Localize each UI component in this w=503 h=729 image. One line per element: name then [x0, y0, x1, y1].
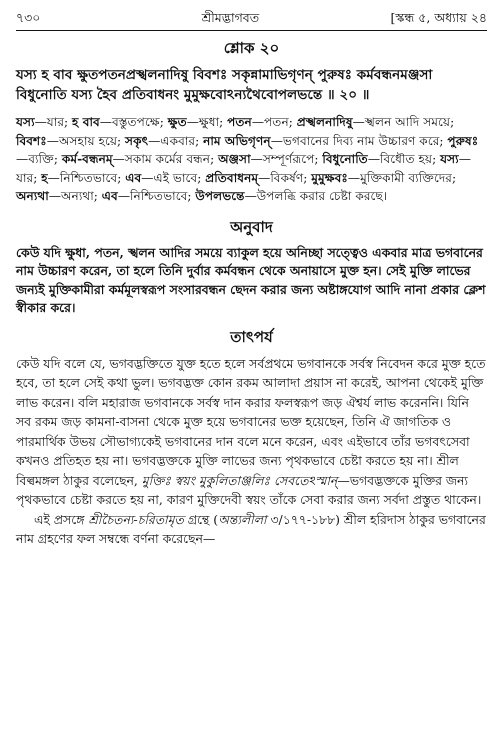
synonym-word: উপলভন্তে	[195, 189, 245, 203]
synonym-word: এব	[125, 170, 142, 185]
synonym-word: অঞ্জসা	[218, 152, 251, 166]
synonym-meaning: সম্পূর্ণরূপে;	[262, 152, 323, 166]
purport-paragraph-1	[16, 354, 487, 510]
synonym-word: হ	[41, 170, 48, 185]
purport-text: গ্রন্থে (	[183, 511, 219, 527]
synonym-meaning: এই ভাবে;	[153, 170, 206, 185]
synonym-meaning: বিকর্ষণ;	[270, 170, 312, 185]
synonym-word: কর্ম-বন্ধনম্	[61, 152, 113, 166]
purport-body	[16, 354, 487, 549]
synonym-word: মুমুক্ষবঃ	[311, 170, 348, 185]
purport-text: ৩/১৭৭-১৮৮) শ্রীল হরিদাস ঠাকুর ভগবানের নাম গ্রহণের ফল সম্বন্ধে বর্ণনা করেছেন—	[16, 511, 486, 546]
synonym-word: পতন	[227, 115, 252, 129]
synonym-meaning: নিশ্চিতভাবে;	[59, 170, 126, 185]
page-number: ৭৩০	[16, 10, 41, 25]
synonym-meaning: পতন;	[264, 115, 297, 129]
synonym-meaning: অসহায় হয়ে;	[58, 133, 126, 148]
synonym-word: পুরুষঃ	[447, 133, 479, 148]
synonym-word: প্রতিবাধনম্	[205, 170, 259, 185]
translation-heading: অনুবাদ	[230, 217, 273, 236]
synonym-meaning: স্খলন আদি সময়ে;	[364, 115, 455, 129]
verse-text: যস্য হ বাব ক্ষুতপতনপ্রস্খলনাদিষু বিবশঃ সকৃন্নামাভিগৃণন্ পুরুষঃ কর্মবন্ধনমঞ্জসা বিধুনোতি যস্য হৈব প্রতিবাধনং মুমুক্ষবোঽন্যথৈবোপলভন্তে ॥ ২০ ॥	[16, 67, 433, 103]
synonym-meaning: একবার;	[160, 133, 204, 148]
synonym-word: ক্ষুত	[167, 115, 187, 129]
synonym-word: হ বাব	[72, 115, 100, 129]
purport-text: কেউ যদি বলে যে, ভগবদ্ভক্তিতে যুক্ত হতে হলে সর্বপ্রথমে ভগবানকে সর্বস্ব নিবেদন করে মুক্ত হতে হবে, তা হলে সেই কথা ভুল। ভগবদ্ভক্ত কোন রকম আলাদা প্রয়াস না করেই, আপনা থেকেই মুক্তি লাভ করেন। বলি মহারাজ ভগবানকে সর্বস্ব দান করার ফলস্বরূপ জড় ঐশ্বর্য লাভ করেননি। যিনি সব রকম জড় কামনা-বাসনা থেকে মুক্ত হয়ে ভগবানের ভক্ত হয়েছেন, তিনি ঐ জাগতিক ও পারমার্থিক উভয় সৌভাগ্যকেই ভগবানের দান বলে মনে করেন, এবং এইভাবে তাঁর ভগবৎসেবা কখনও প্রতিহত হয় না। ভগবদ্ভক্তকে মুক্তি লাভের জন্য পৃথকভাবে চেষ্টা করতে হয় না। শ্রীল বিল্বমঙ্গল ঠাকুর বলেছেন,	[16, 355, 486, 488]
book-title: শ্রীমদ্ভাগবত	[201, 10, 260, 25]
verse-heading: শ্লোক ২০	[223, 39, 280, 57]
synonym-meaning: যার;	[16, 170, 42, 185]
purport-text: —ভগবদ্ভক্তকে মুক্তির জন্য পৃথকভাবে চেষ্টা করতে হয় না, কারণ মুক্তিদেবী স্বয়ং তাঁকে সেবা করার জন্য সর্বদা প্রস্তুত থাকেন।	[16, 472, 482, 507]
purport-paragraph-2	[16, 510, 487, 549]
synonym-meaning: ভগবানের দিব্য নাম উচ্চারণ করে;	[282, 133, 448, 148]
synonym-meaning: যার;	[46, 115, 73, 129]
synonym-meaning: ক্ষুধা;	[198, 115, 228, 129]
synonym-word: যস্য	[16, 115, 35, 129]
synonym-word: প্রস্খলনাদিষু	[296, 115, 353, 129]
purport-text: এই প্রসঙ্গে	[34, 511, 89, 527]
lila-reference: অন্ত্যলীলা	[218, 511, 267, 527]
synonym-word: এব	[101, 189, 118, 203]
synonym-word: বিবশঃ	[16, 133, 47, 148]
synonym-word: যস্য	[440, 152, 459, 166]
chapter-reference: [স্কন্ধ ৫, অধ্যায় ২৪	[390, 10, 487, 25]
synonym-meaning: সকাম কর্মের বন্ধন;	[124, 152, 219, 166]
purport-quote: মুক্তিঃ স্বয়ং মুকুলিতাঞ্জলিঃ সেবতেঽস্মান্	[141, 472, 338, 488]
synonym-word: সকৃৎ	[125, 133, 149, 148]
translation-text: কেউ যদি ক্ষুধা, পতন, স্খলন আদির সময়ে ব্যাকুল হয়ে অনিচ্ছা সত্ত্বেও একবার মাত্র ভগবানের নাম উচ্চারণ করেন, তা হলে তিনি দুর্বার কর্মবন্ধন থেকে অনায়াসে মুক্ত হন। সেই মুক্তি লাভের জন্যই মুক্তিকামীরা কর্মমূলস্বরূপ সংসারবন্ধন ছেদন করার জন্য অষ্টাঙ্গযোগ আদি নানা প্রকার ক্লেশ স্বীকার করে।	[16, 244, 486, 315]
purport-heading: তাৎপর্য	[230, 327, 273, 346]
synonym-word: নাম অভিগৃণন্	[203, 133, 271, 148]
synonym-meaning: উপলব্ধি করার চেষ্টা করছে।	[256, 189, 388, 203]
header-rule	[16, 30, 487, 31]
synonym-word: বিধুনোতি	[322, 152, 368, 166]
word-synonyms: যস্য—যার; হ বাব—বস্তুতপক্ষে; ক্ষুত—ক্ষুধা; পতন—পতন; প্রস্খলনাদিষু—স্খলন আদি সময়ে; বিবশঃ—অসহায় হয়ে; সকৃৎ—একবার; নাম অভিগৃণন্—ভগবানের দিব্য নাম উচ্চারণ করে; পুরুষঃ—ব্যক্তি; কর্ম-বন্ধনম্—সকাম কর্মের বন্ধন; অঞ্জসা—সম্পূর্ণরূপে; বিধুনোতি—বিধৌত হয়; যস্য—যার; হ—নিশ্চিতভাবে; এব—এই ভাবে; প্রতিবাধনম্—বিকর্ষণ; মুমুক্ষবঃ—মুক্তিকামী ব্যক্তিদের; অন্যথা—অন্যথা; এব—নিশ্চিতভাবে; উপলভন্তে—উপলব্ধি করার চেষ্টা করছে।	[16, 115, 479, 203]
book-reference: শ্রীচৈতন্য-চরিতামৃত	[88, 511, 184, 527]
synonym-meaning: অন্যথা;	[60, 189, 102, 203]
page-header	[16, 10, 487, 28]
synonym-meaning: বিধৌত হয়;	[380, 152, 441, 166]
synonym-meaning: মুক্তিকামী ব্যক্তিদের;	[360, 170, 457, 185]
synonym-meaning: বস্তুতপক্ষে;	[111, 115, 168, 129]
synonym-word: অন্যথা	[16, 189, 49, 203]
synonym-meaning: ব্যক্তি;	[28, 152, 62, 166]
synonym-meaning: নিশ্চিতভাবে;	[130, 189, 196, 203]
